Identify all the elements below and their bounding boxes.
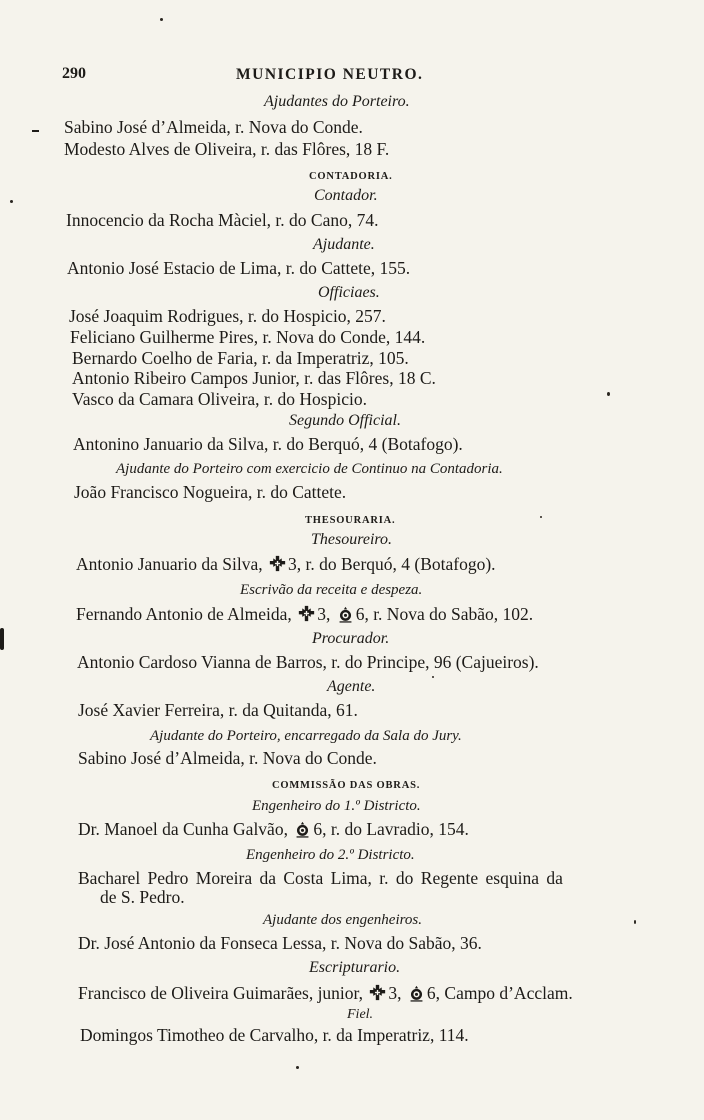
binding-edge-mark <box>0 628 4 650</box>
entry-text-grade: 3, <box>388 983 402 1003</box>
entry-text-rest: 6, r. Nova do Sabão, 102. <box>355 604 534 624</box>
heading-officiaes: Officiaes. <box>318 284 380 301</box>
entry-antonio-januario <box>76 554 496 574</box>
entry-bacharel-pedro: Bacharel Pedro Moreira da Costa Lima, r. do Regente esquina da <box>78 868 563 888</box>
entry-text-rest: 3, r. do Berquó, 4 (Botafogo). <box>288 554 496 574</box>
entry-joao-francisco: João Francisco Nogueira, r. do Cattete. <box>74 482 347 502</box>
entry-innocencio: Innocencio da Rocha Màciel, r. do Cano, 74. <box>66 210 379 230</box>
entry-text-rest: 6, r. do Lavradio, 154. <box>313 819 469 839</box>
rose-insignia-icon <box>294 821 311 838</box>
ink-speck <box>634 920 636 924</box>
entry-text: Dr. Manoel da Cunha Galvão, <box>78 819 288 839</box>
page-number: 290 <box>62 65 86 82</box>
heading-engenheiro-2: Engenheiro do 2.º Districto. <box>246 847 415 863</box>
entry-sabino-jose-2: Sabino José d’Almeida, r. Nova do Conde. <box>78 748 377 768</box>
heading-thesoureiro: Thesoureiro. <box>311 531 393 548</box>
heading-contador: Contador. <box>314 187 378 204</box>
heading-ajudante: Ajudante. <box>313 236 375 253</box>
entry-text: Francisco de Oliveira Guimarães, junior, <box>78 983 364 1003</box>
section-thesouraria: THESOURARIA. <box>305 515 396 526</box>
entry-text: Antonio Januario da Silva, <box>76 554 263 574</box>
heading-agente: Agente. <box>327 678 376 695</box>
heading-procurador: Procurador. <box>312 630 390 647</box>
ink-speck <box>10 200 13 203</box>
entry-sabino-jose: Sabino José d’Almeida, r. Nova do Conde. <box>64 117 363 137</box>
rose-insignia-icon <box>408 985 425 1002</box>
ink-speck <box>296 1066 299 1069</box>
heading-ajudantes-do-porteiro: Ajudantes do Porteiro. <box>264 93 410 110</box>
entry-modesto-alves: Modesto Alves de Oliveira, r. das Flôres, 18 F. <box>64 139 390 159</box>
ink-speck <box>160 18 163 21</box>
rose-insignia-icon <box>337 606 354 623</box>
entry-jose-antonio-lessa: Dr. José Antonio da Fonseca Lessa, r. Nova do Sabão, 36. <box>78 933 482 953</box>
entry-francisco-guimaraes <box>78 983 573 1003</box>
section-contadoria: CONTADORIA. <box>309 171 393 182</box>
cross-insignia-icon <box>269 555 286 572</box>
heading-escrivao: Escrivão da receita e despeza. <box>240 582 423 598</box>
entry-bacharel-pedro-cont: de S. Pedro. <box>100 887 185 907</box>
section-commissao-das-obras: COMMISSÃO DAS OBRAS. <box>272 780 421 791</box>
entry-domingos: Domingos Timotheo de Carvalho, r. da Imperatriz, 114. <box>80 1025 469 1045</box>
entry-text: Fernando Antonio de Almeida, <box>76 604 292 624</box>
heading-ajudante-sala-jury: Ajudante do Porteiro, encarregado da Sala do Jury. <box>150 728 462 744</box>
margin-mark <box>32 130 39 132</box>
running-title: MUNICIPIO NEUTRO. <box>236 66 424 83</box>
ink-speck <box>607 392 610 396</box>
heading-fiel: Fiel. <box>347 1007 374 1022</box>
heading-engenheiro-1: Engenheiro do 1.º Districto. <box>252 798 421 814</box>
ink-speck <box>432 676 434 678</box>
heading-escripturario: Escripturario. <box>309 959 401 976</box>
entry-antonio-jose-estacio: Antonio José Estacio de Lima, r. do Cattete, 155. <box>67 258 411 278</box>
entry-manoel-galvao <box>78 819 469 839</box>
entry-antonio-ribeiro: Antonio Ribeiro Campos Junior, r. das Flôres, 18 C. <box>72 368 436 388</box>
heading-ajudante-engenheiros: Ajudante dos engenheiros. <box>263 912 423 928</box>
entry-antonino: Antonino Januario da Silva, r. do Berquó, 4 (Botafogo). <box>73 434 463 454</box>
entry-text-grade: 3, <box>317 604 331 624</box>
entry-bernardo: Bernardo Coelho de Faria, r. da Imperatriz, 105. <box>72 348 409 368</box>
heading-ajudante-continuo: Ajudante do Porteiro com exercicio de Continuo na Contadoria. <box>116 461 503 477</box>
entry-feliciano: Feliciano Guilherme Pires, r. Nova do Conde, 144. <box>70 327 426 347</box>
entry-jose-xavier: José Xavier Ferreira, r. da Quitanda, 61. <box>78 700 358 720</box>
entry-jose-joaquim: José Joaquim Rodrigues, r. do Hospicio, 257. <box>69 306 386 326</box>
entry-vasco: Vasco da Camara Oliveira, r. do Hospicio. <box>72 389 367 409</box>
entry-antonio-cardoso: Antonio Cardoso Vianna de Barros, r. do Principe, 96 (Cajueiros). <box>77 652 539 672</box>
heading-segundo-official: Segundo Official. <box>289 412 401 429</box>
cross-insignia-icon <box>298 605 315 622</box>
cross-insignia-icon <box>369 984 386 1001</box>
entry-text-rest: 6, Campo d’Acclam. <box>426 983 573 1003</box>
ink-speck <box>540 516 542 518</box>
entry-fernando <box>76 604 533 624</box>
